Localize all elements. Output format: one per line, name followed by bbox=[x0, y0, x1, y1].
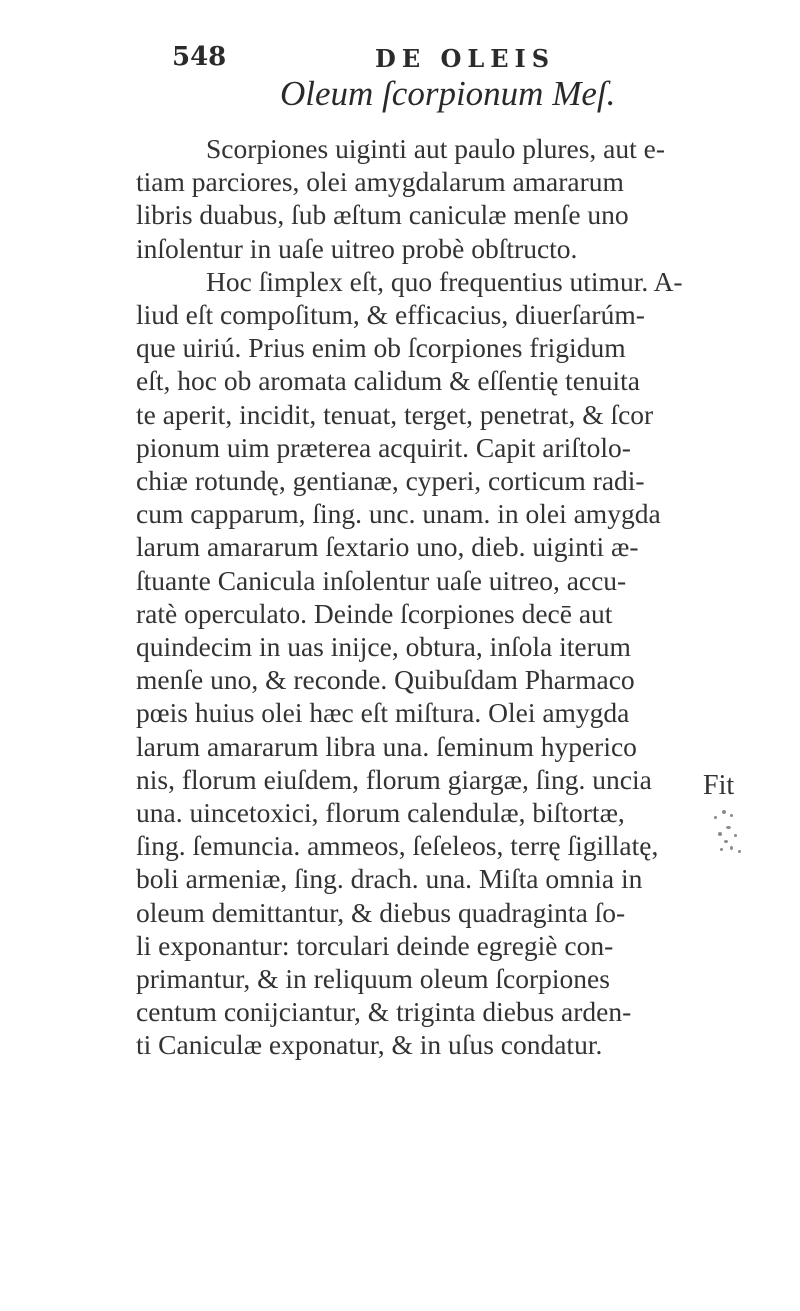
body-text bbox=[136, 132, 776, 1062]
catchword: Fit bbox=[703, 770, 735, 801]
text-line: li exponantur: torculari deinde egregiè con- bbox=[136, 929, 614, 961]
text-line: te aperit, incidit, tenuat, terget, penetrat, & ſcor bbox=[136, 398, 654, 430]
text-line: cum capparum, ſing. unc. unam. in olei amygda bbox=[136, 498, 661, 530]
text-line: eſt, hoc ob aromata calidum & eſſentię tenuita bbox=[136, 365, 640, 397]
text-line: ſing. ſemuncia. ammeos, ſeſeleos, terrę ſigillatę, bbox=[136, 830, 659, 862]
text-line: larum amararum libra una. ſeminum hyperico bbox=[136, 730, 637, 762]
printer-ornament-mark bbox=[700, 808, 760, 860]
text-line: menſe uno, & reconde. Quibuſdam Pharmaco bbox=[136, 664, 635, 696]
text-line: una. uincetoxici, florum calendulæ, biſtortæ, bbox=[136, 797, 625, 829]
text-line: tiam parciores, olei amygdalarum amararum bbox=[136, 166, 624, 198]
text-line: Scorpiones uiginti aut paulo plures, aut e- bbox=[206, 133, 666, 164]
text-line: larum amararum ſextario uno, dieb. uiginti æ- bbox=[136, 531, 639, 563]
text-line: que uiriú. Prius enim ob ſcorpiones frigidum bbox=[136, 332, 626, 364]
running-head: DE OLEIS bbox=[375, 44, 556, 73]
text-line: nis, florum eiuſdem, florum giargæ, ſing. uncia bbox=[136, 763, 652, 795]
text-line: pionum uim præterea acquirit. Capit ariſtolo- bbox=[136, 431, 631, 463]
text-line: quindecim in uas inijce, obtura, inſola iterum bbox=[136, 631, 631, 663]
text-line: primantur, & in reliquum oleum ſcorpiones bbox=[136, 963, 610, 995]
text-line: oleum demittantur, & diebus quadraginta ſo- bbox=[136, 896, 626, 928]
text-line: boli armeniæ, ſing. drach. una. Miſta omnia in bbox=[136, 863, 643, 895]
text-line: chiæ rotundę, gentianæ, cyperi, corticum radi- bbox=[136, 465, 645, 497]
page-number: 548 bbox=[172, 42, 227, 72]
text-line: inſolentur in uaſe uitreo probè obſtructo. bbox=[136, 232, 578, 264]
text-line: libris duabus, ſub æſtum caniculæ menſe uno bbox=[136, 199, 629, 231]
section-title: Oleum ſcorpionum Meſ. bbox=[280, 74, 616, 113]
text-line: pœis huius olei hæc eſt miſtura. Olei amygda bbox=[136, 697, 630, 729]
text-line: Hoc ſimplex eſt, quo frequentius utimur. A- bbox=[206, 265, 683, 297]
text-line: ſtuante Canicula inſolentur uaſe uitreo, accu- bbox=[136, 564, 627, 596]
text-line: ti Caniculæ exponatur, & in uſus condatur. bbox=[136, 1029, 603, 1061]
text-line: centum conijciantur, & triginta diebus arden- bbox=[136, 996, 632, 1028]
text-line: ratè operculato. Deinde ſcorpiones decē aut bbox=[136, 597, 613, 629]
text-line: liud eſt compoſitum, & efficacius, diuerſarúm- bbox=[136, 299, 645, 331]
